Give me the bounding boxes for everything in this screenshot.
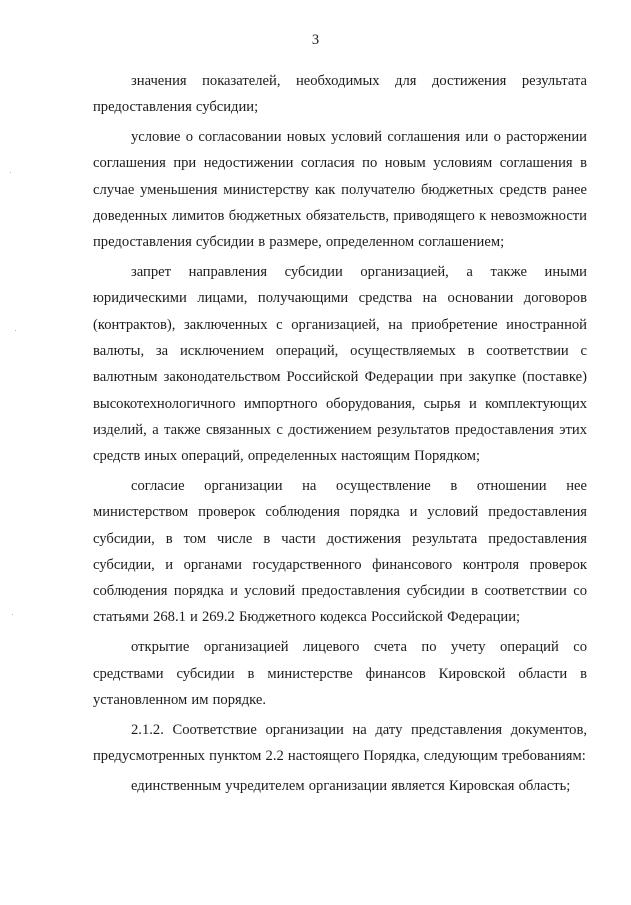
paragraph-agreement-terms-condition: условие о согласовании новых условий соглашения или о расторжении соглашения при недостижении согласия по новым условиям соглашения в случае уменьшения министерству как получателю бюджетных средств ранее доведенных лимитов бюджетных обязательств, приводящего к невозможности предоставления субсидии в размере, определенном соглашением;	[93, 129, 587, 251]
paragraph-section-2-1-2: 2.1.2. Соответствие организации на дату представления документов, предусмотренных пунктом 2.2 настоящего Порядка, следующим требованиям:	[93, 721, 587, 764]
scan-speck	[10, 172, 11, 173]
document-body	[93, 68, 587, 803]
paragraph-personal-account: открытие организацией лицевого счета по учету операций со средствами субсидии в министерстве финансов Кировской области в установленном им порядке.	[93, 639, 587, 708]
page-number: 3	[311, 32, 320, 48]
paragraph-indicator-values: значения показателей, необходимых для достижения результата предоставления субсидии;	[93, 73, 587, 116]
scan-speck	[15, 330, 16, 331]
paragraph-sole-founder: единственным учредителем организации является Кировская область;	[131, 777, 571, 794]
paragraph-audit-consent: согласие организации на осуществление в отношении нее министерством проверок соблюдения порядка и условий предоставления субсидии, в том числе в части достижения результата предоставления субсидии, и органами государственного финансового контроля проверок соблюдения порядка и условий предоставления субсидии в соответствии со статьями 268.1 и 269.2 Бюджетного кодекса Российской Федерации;	[93, 477, 587, 626]
paragraph-currency-prohibition: запрет направления субсидии организацией, а также иными юридическими лицами, получающими средства на основании договоров (контрактов), заключенных с организацией, на приобретение иностранной валюты, за исключением операций, осуществляемых в соответствии с валютным законодательством Российской Федерации при закупке (поставке) высокотехнологичного импортного оборудования, сырья и комплектующих изделий, а также связанных с достижением результатов предоставления этих средств иных операций, определенных настоящим Порядком;	[93, 264, 587, 465]
scan-speck	[12, 614, 13, 615]
